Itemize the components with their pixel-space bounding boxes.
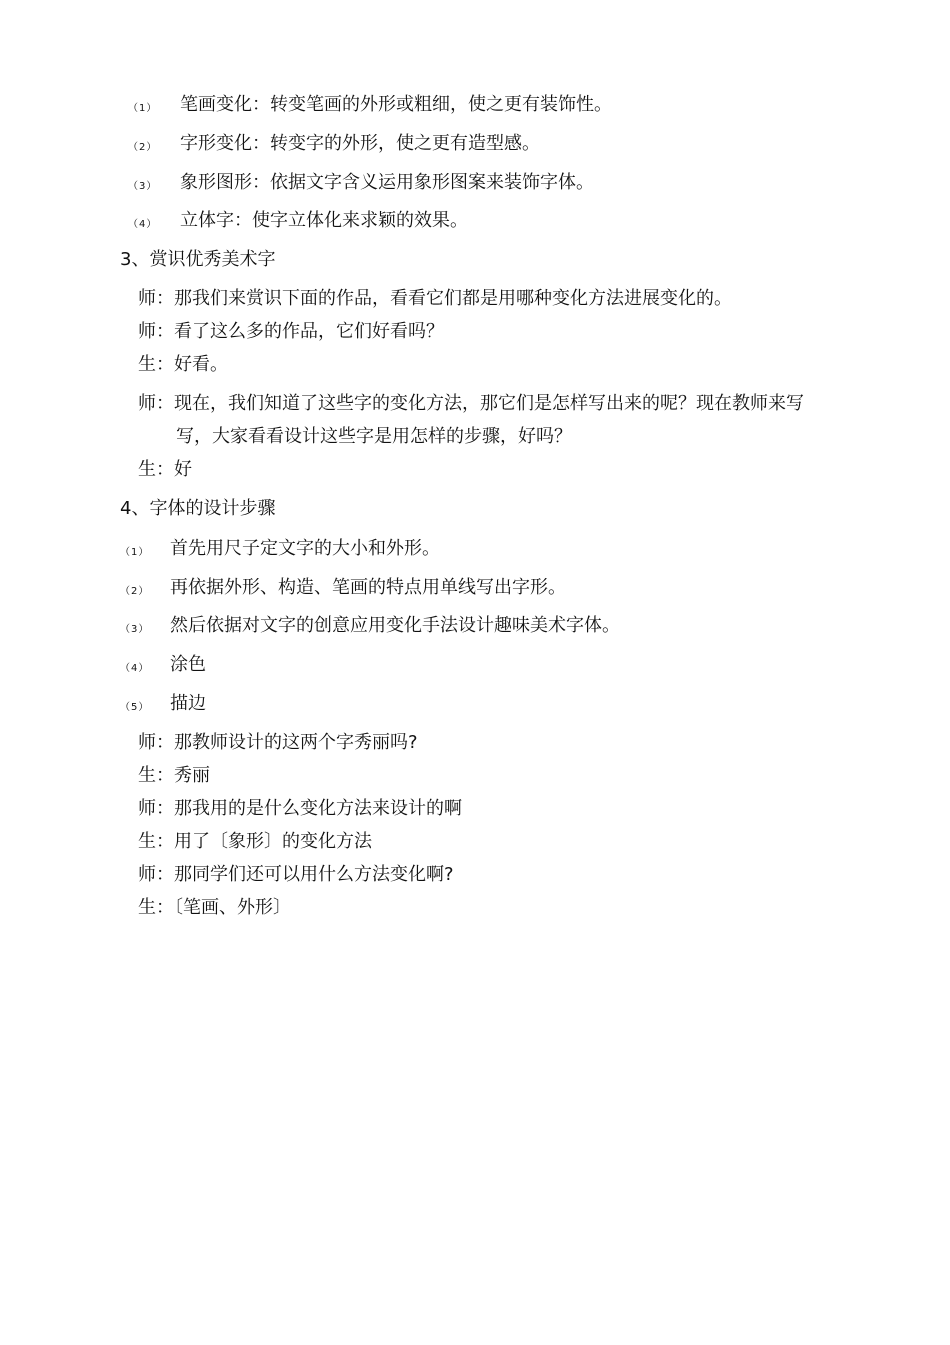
list-item: 立体字：使字立体化来求颖的效果。 [180, 210, 468, 231]
dialogue-line: 师：看了这么多的作品，它们好看吗？ [138, 321, 444, 342]
section-heading: 3、赏识优秀美术字 [120, 249, 276, 270]
dialogue-line: 师：那我们来赏识下面的作品，看看它们都是用哪种变化方法进展变化的。 [138, 288, 732, 309]
step-number: （1） [120, 547, 150, 558]
step-item: 然后依据对文字的创意应用变化手法设计趣味美术字体。 [170, 615, 620, 636]
step-item: 首先用尺子定文字的大小和外形。 [170, 538, 440, 559]
dialogue-line: 生：用了〔象形〕的变化方法 [138, 831, 372, 852]
dialogue-line: 师：那我用的是什么变化方法来设计的啊 [138, 798, 462, 819]
dialogue-line-continuation: 写，大家看看设计这些字是用怎样的步骤，好吗？ [176, 426, 572, 447]
list-number: （4） [128, 219, 158, 230]
section-heading: 4、字体的设计步骤 [120, 498, 276, 519]
list-number: （3） [128, 181, 158, 192]
list-item: 字形变化：转变字的外形，使之更有造型感。 [180, 133, 540, 154]
step-number: （4） [120, 663, 150, 674]
list-item: 笔画变化：转变笔画的外形或粗细，使之更有装饰性。 [180, 94, 612, 115]
step-item: 描边 [170, 693, 206, 714]
list-number: （1） [128, 103, 158, 114]
dialogue-line: 师：现在，我们知道了这些字的变化方法，那它们是怎样写出来的呢？现在教师来写 [138, 393, 804, 414]
dialogue-line: 生：好 [138, 459, 192, 480]
step-number: （3） [120, 624, 150, 635]
list-item: 象形图形：依据文字含义运用象形图案来装饰字体。 [180, 172, 594, 193]
step-item: 再依据外形、构造、笔画的特点用单线写出字形。 [170, 577, 566, 598]
dialogue-line: 师：那教师设计的这两个字秀丽吗? [138, 732, 418, 753]
dialogue-line: 生：〔笔画、外形〕 [138, 897, 291, 918]
step-number: （5） [120, 702, 150, 713]
dialogue-line: 生：好看。 [138, 354, 228, 375]
dialogue-line: 师：那同学们还可以用什么方法变化啊? [138, 864, 454, 885]
list-number: （2） [128, 142, 158, 153]
step-item: 涂色 [170, 654, 206, 675]
step-number: （2） [120, 586, 150, 597]
dialogue-line: 生：秀丽 [138, 765, 210, 786]
